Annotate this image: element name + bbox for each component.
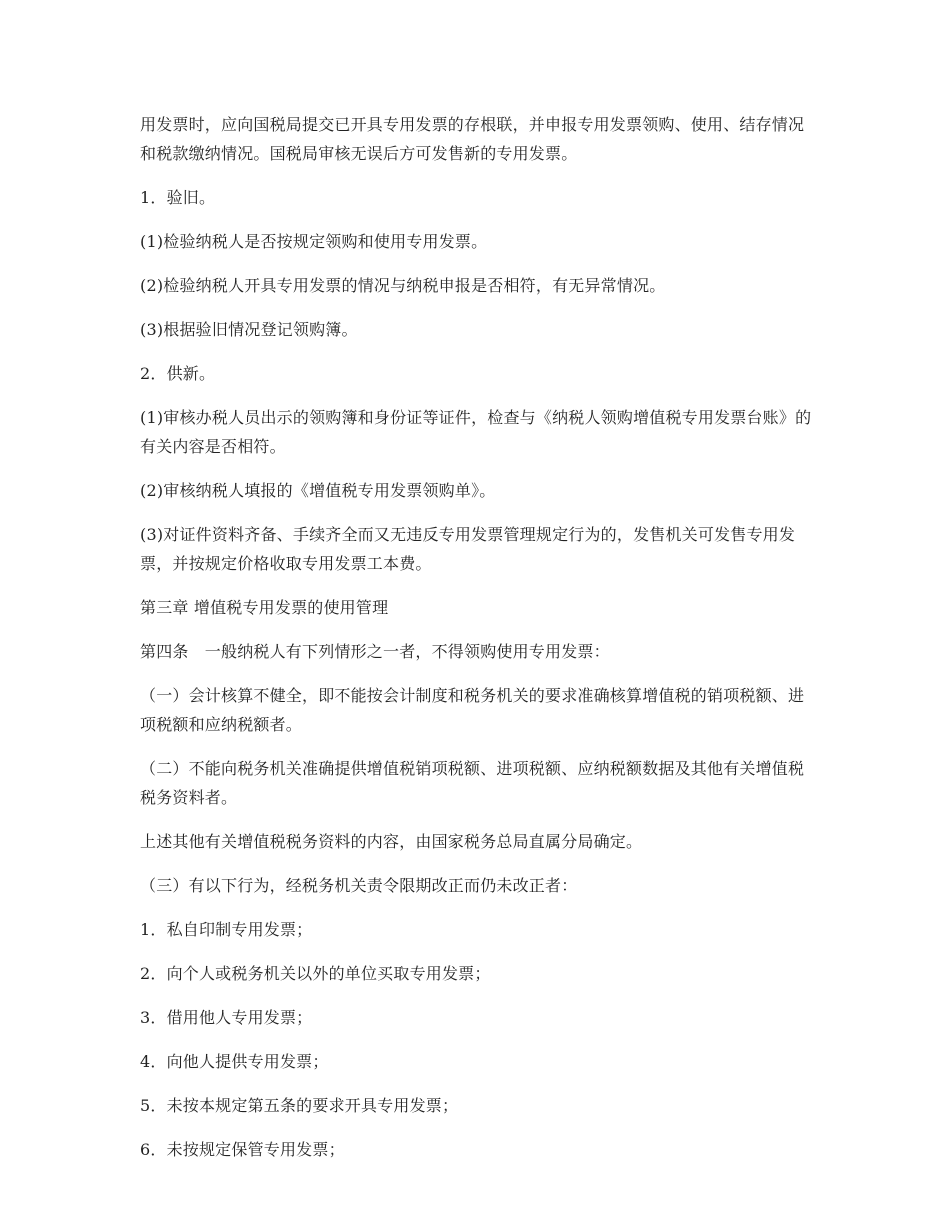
document-page (140, 110, 812, 1179)
paragraph-supply-new-3: (3)对证件资料齐备、手续齐全而又无违反专用发票管理规定行为的，发售机关可发售专用发票，并按规定价格收取专用发票工本费。 (140, 525, 796, 573)
paragraph-check-old-2: (2)检验纳税人开具专用发票的情况与纳税申报是否相符，有无异常情况。 (140, 276, 666, 295)
list-item: 2．向个人或税务机关以外的单位买取专用发票； (140, 964, 491, 983)
clause-two-note: 上述其他有关增值税税务资料的内容，由国家税务总局直属分局确定。 (140, 832, 643, 851)
list-item: 4．向他人提供专用发票； (140, 1052, 329, 1071)
paragraph-supply-new-1: (1)审核办税人员出示的领购簿和身份证等证件，检查与《纳税人领购增值税专用发票台账》的有关内容是否相符。 (140, 408, 812, 456)
list-item: 5．未按本规定第五条的要求开具专用发票； (140, 1096, 459, 1115)
paragraph-supply-new: 2．供新。 (140, 364, 216, 383)
clause-two: （二）不能向税务机关准确提供增值税销项税额、进项税额、应纳税额数据及其他有关增值税税务资料者。 (140, 759, 805, 807)
chapter-heading: 第三章 增值税专用发票的使用管理 (140, 598, 389, 617)
list-item: 6．未按规定保管专用发票； (140, 1140, 345, 1159)
paragraph-intro-continued: 用发票时，应向国税局提交已开具专用发票的存根联，并申报专用发票领购、使用、结存情况和税款缴纳情况。国税局审核无误后方可发售新的专用发票。 (140, 115, 805, 163)
clause-three: （三）有以下行为，经税务机关责令限期改正而仍未改正者： (140, 876, 578, 895)
paragraph-check-old-3: (3)根据验旧情况登记领购簿。 (140, 320, 358, 339)
article-four: 第四条 一般纳税人有下列情形之一者，不得领购使用专用发票： (140, 642, 610, 661)
clause-one: （一）会计核算不健全，即不能按会计制度和税务机关的要求准确核算增值税的销项税额、进项税额和应纳税额者。 (140, 686, 805, 734)
paragraph-supply-new-2: (2)审核纳税人填报的《增值税专用发票领购单》。 (140, 481, 496, 500)
paragraph-check-old-1: (1)检验纳税人是否按规定领购和使用专用发票。 (140, 232, 488, 251)
list-item: 1．私自印制专用发票； (140, 920, 313, 939)
list-item: 3．借用他人专用发票； (140, 1008, 313, 1027)
paragraph-check-old: 1．验旧。 (140, 188, 216, 207)
